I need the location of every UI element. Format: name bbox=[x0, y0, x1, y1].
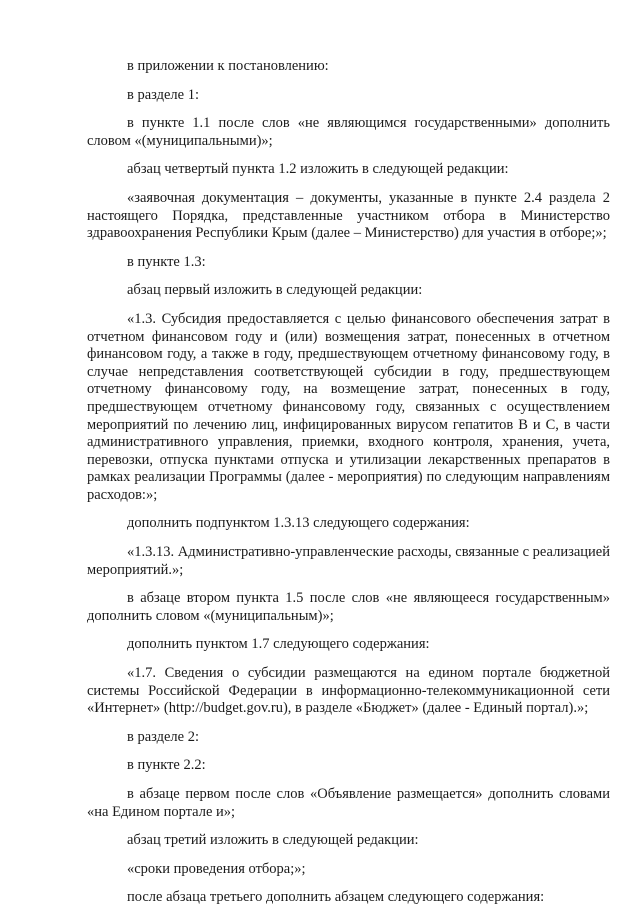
paragraph-subsidy-purpose: «1.3. Субсидия предоставляется с целью финансового обеспечения затрат в отчетном финансовом году и (или) возмещения затрат, понесенных в отчетном финансовом году, а также в году, предшествующем отчетному финансовому году, в случае непредставления соответствующей субсидии в году, предшествующем отчетному финансовому году, на возмещение затрат, понесенных в году, предшествующем отчетному финансовому году, связанных с осуществлением мероприятий по лечению лиц, инфицированных вирусом гепатитов В и С, в части административного управления, приемки, входного контроля, хранения, учета, перевозки, отпуска пунктами отпуска и утилизации лекарственных препаратов в рамках реализации Программы (далее - мероприятия) по следующим направлениям расходов:»; bbox=[87, 310, 610, 503]
paragraph-section-2: в разделе 2: bbox=[127, 728, 200, 745]
paragraph-section-1: в разделе 1: bbox=[127, 86, 200, 103]
paragraph-1-7-text: «1.7. Сведения о субсидии размещаются на едином портале бюджетной системы Российской Федерации в информационно-телекоммуникационной сети «Интернет» (http://budget.gov.ru), в разделе «Бюджет» (далее - Единый портал).»; bbox=[87, 665, 610, 717]
paragraph-selection-dates: «сроки проведения отбора;»; bbox=[127, 860, 306, 877]
paragraph-add-1-3-13: дополнить подпунктом 1.3.13 следующего содержания: bbox=[127, 515, 470, 532]
paragraph-application-docs: «заявочная документация – документы, указанные в пункте 2.4 раздела 2 настоящего Порядка, представленные участником отбора в Министерство здравоохранения Республики Крым (далее – Министерство) для участия в отборе;»; bbox=[87, 189, 610, 242]
paragraph-announcement: в абзаце первом после слов «Объявление размещается» дополнить словами «на Едином портале и»; bbox=[87, 786, 610, 820]
paragraph-add-after-third: после абзаца третьего дополнить абзацем следующего содержания: bbox=[127, 889, 545, 906]
paragraph-1-3-13-text: «1.3.13. Административно-управленческие расходы, связанные с реализацией мероприятий.»; bbox=[87, 544, 610, 578]
paragraph-item-1-5: в абзаце втором пункта 1.5 после слов «не являющееся государственным» дополнить словом «(муниципальным)»; bbox=[87, 590, 610, 624]
paragraph-first-para-heading: абзац первый изложить в следующей редакции: bbox=[127, 282, 423, 299]
paragraph-item-1-2-heading: абзац четвертый пункта 1.2 изложить в следующей редакции: bbox=[127, 161, 509, 178]
paragraph-item-1-3: в пункте 1.3: bbox=[127, 253, 206, 270]
paragraph-item-2-2: в пункте 2.2: bbox=[127, 757, 206, 774]
paragraph-third-para-heading: абзац третий изложить в следующей редакции: bbox=[127, 832, 419, 849]
paragraph-add-1-7: дополнить пунктом 1.7 следующего содержания: bbox=[127, 636, 430, 653]
paragraph-annex-intro: в приложении к постановлению: bbox=[127, 58, 329, 74]
paragraph-item-1-1: в пункте 1.1 после слов «не являющимся государственными» дополнить словом «(муниципальными)»; bbox=[87, 115, 610, 149]
